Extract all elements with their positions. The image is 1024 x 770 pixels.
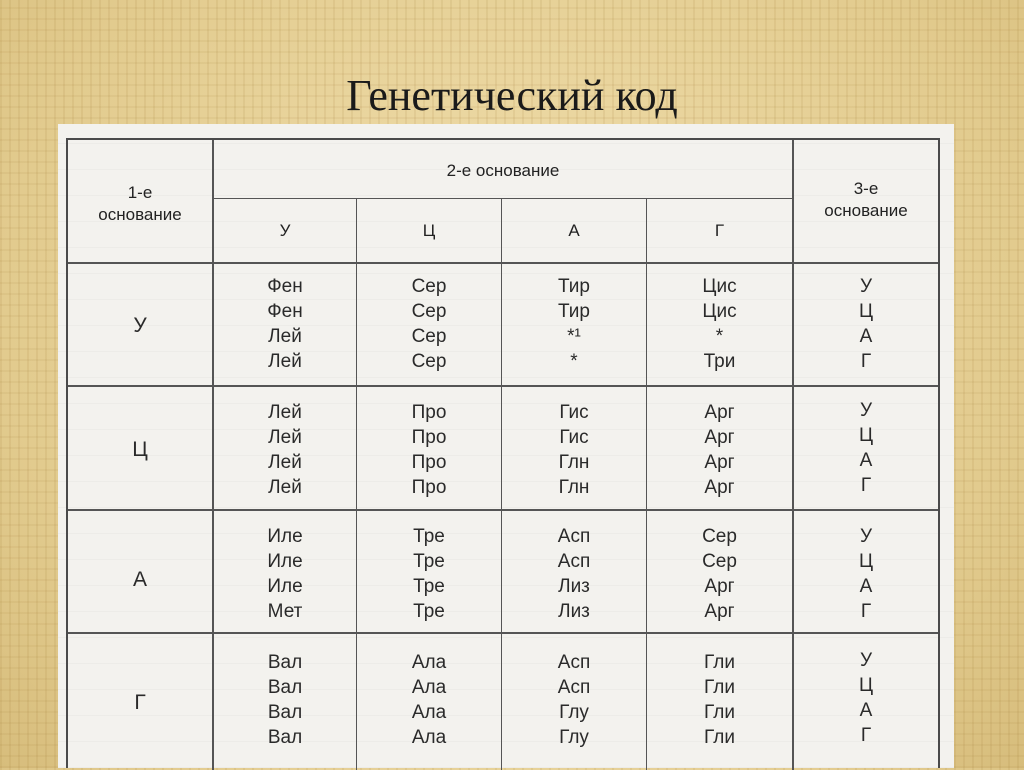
row-divider-1 [68, 385, 938, 387]
header-col-u: У [279, 221, 291, 240]
header-col-c: Ц [422, 221, 436, 240]
header-divider-inner [212, 198, 792, 199]
amino-acid-cell: Гли Гли Гли Гли [704, 652, 735, 748]
row-divider-3 [68, 632, 938, 634]
amino-acid-cell: Тре Тре Тре Тре [413, 526, 445, 622]
header-second-base: 2-е основание [446, 161, 560, 180]
third-base-cell: У Ц А Г [858, 526, 874, 622]
amino-acid-cell: Гис Гис Глн Глн [558, 402, 590, 498]
amino-acid-cell: Арг Арг Арг Арг [704, 402, 735, 498]
amino-acid-cell: Иле Иле Иле Мет [267, 526, 303, 622]
amino-acid-cell: Про Про Про Про [411, 402, 447, 498]
amino-acid-cell: Лей Лей Лей Лей [268, 402, 302, 498]
amino-acid-cell: Сер Сер Арг Арг [702, 526, 737, 622]
row-divider-2 [68, 509, 938, 511]
first-base-cell: Г [134, 691, 146, 714]
first-base-cell: Ц [132, 438, 148, 461]
third-base-cell: У Ц А Г [858, 650, 874, 746]
third-base-cell: У Ц А Г [858, 400, 874, 496]
slide-title: Генетический код [346, 71, 678, 120]
header-col-a: А [568, 221, 580, 240]
amino-acid-cell: Ала Ала Ала Ала [411, 652, 447, 748]
first-base-cell: А [132, 568, 147, 591]
header-bottom-line [68, 262, 938, 264]
amino-acid-cell: Асп Асп Лиз Лиз [557, 526, 591, 622]
amino-acid-cell: Фен Фен Лей Лей [267, 276, 303, 372]
third-base-cell: У Ц А Г [858, 276, 874, 372]
first-base-cell: У [133, 314, 147, 337]
amino-acid-cell: Асп Асп Глу Глу [557, 652, 591, 748]
amino-acid-cell: Цис Цис * Три [702, 276, 737, 372]
header-first-base: 1-е основание [98, 183, 182, 224]
header-col-g: Г [714, 221, 725, 240]
amino-acid-cell: Сер Сер Сер Сер [411, 276, 447, 372]
header-third-base: 3-е основание [824, 179, 908, 220]
amino-acid-cell: Тир Тир *¹ * [558, 276, 590, 372]
amino-acid-cell: Вал Вал Вал Вал [267, 652, 303, 748]
genetic-code-table [66, 138, 940, 768]
